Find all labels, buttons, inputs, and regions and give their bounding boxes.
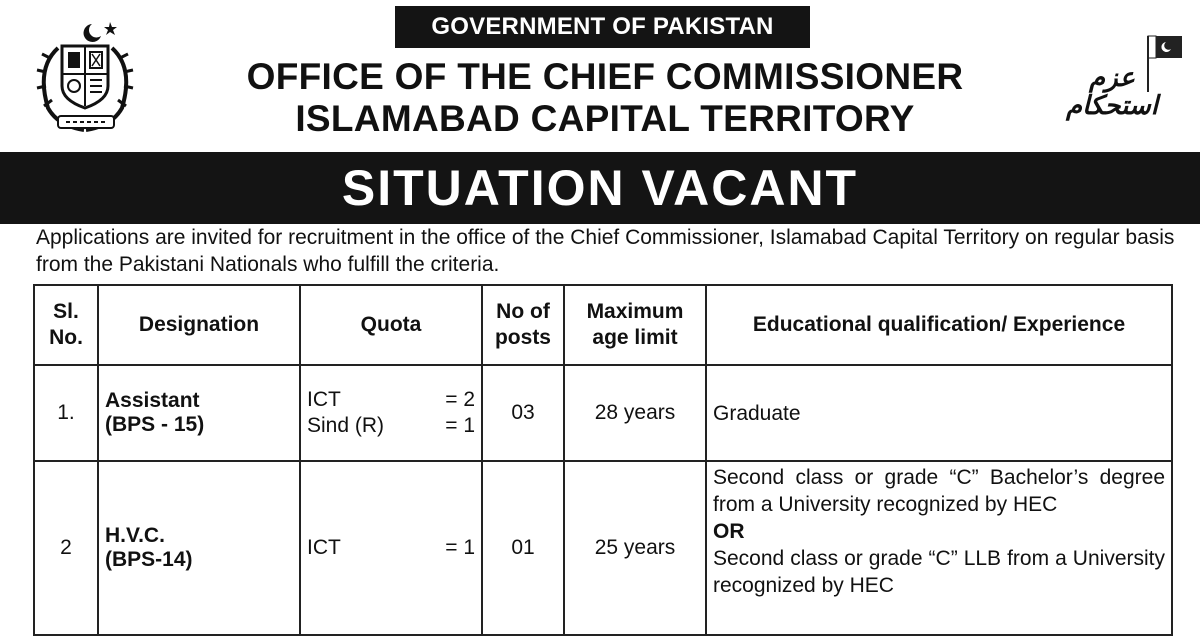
designation-name: Assistant (105, 389, 200, 412)
table-row (34, 365, 1172, 461)
intro-paragraph: Applications are invited for recruitment in the office of the Chief Commissioner, Islamabad Capital Territory on regular basis from the Pakistani Nationals who fulfill the criteria. (36, 226, 1175, 276)
header-age-limit: Maximum age limit (564, 285, 706, 365)
row-age: 28 years (564, 365, 706, 461)
row-age: 25 years (564, 461, 706, 635)
row-posts: 03 (482, 365, 564, 461)
logo-urdu-text: عزم استحکام (1065, 63, 1158, 121)
header-posts: No of posts (482, 285, 564, 365)
row-posts: 01 (482, 461, 564, 635)
territory-title: ISLAMABAD CAPITAL TERRITORY (295, 98, 915, 139)
header-sl-no: Sl. No. (34, 285, 98, 365)
table-row (34, 461, 1172, 635)
header-designation: Designation (98, 285, 300, 365)
header-education: Educational qualification/ Experience (706, 285, 1172, 365)
row-sl: 1. (34, 365, 98, 461)
quota-count: = 2 (445, 388, 475, 411)
quota-region: ICT (307, 388, 341, 411)
header-quota: Quota (300, 285, 482, 365)
designation-name: H.V.C. (105, 524, 165, 547)
row-education (706, 461, 1172, 635)
office-title: OFFICE OF THE CHIEF COMMISSIONER (246, 56, 964, 97)
quota-count: = 1 (445, 414, 475, 437)
row-quota (300, 365, 482, 461)
designation-grade: (BPS-14) (105, 548, 193, 571)
quota-region: Sind (R) (307, 414, 385, 437)
quota-line (307, 413, 475, 439)
education-text: Second class or grade “C” Bachelor’s degree from a University recognized by HEC (713, 466, 1165, 516)
vacancy-table (33, 284, 1173, 636)
table-header-row (34, 285, 1172, 365)
situation-vacant-banner: SITUATION VACANT (0, 152, 1200, 224)
designation-grade: (BPS - 15) (105, 413, 205, 436)
row-education (706, 365, 1172, 461)
education-or: OR (713, 520, 745, 543)
row-quota (300, 461, 482, 635)
quota-region: ICT (307, 536, 341, 559)
education-text: Graduate (713, 401, 801, 425)
education-text: Second class or grade “C” LLB from a University recognized by HEC (713, 547, 1165, 597)
row-sl: 2 (34, 461, 98, 635)
quota-line (307, 387, 475, 413)
row-designation (98, 365, 300, 461)
government-banner: GOVERNMENT OF PAKISTAN (395, 6, 810, 48)
row-designation (98, 461, 300, 635)
azm-e-istehkam-logo (1040, 22, 1190, 142)
quota-line (307, 535, 475, 561)
state-emblem-icon (22, 18, 150, 136)
quota-count: = 1 (445, 536, 475, 559)
